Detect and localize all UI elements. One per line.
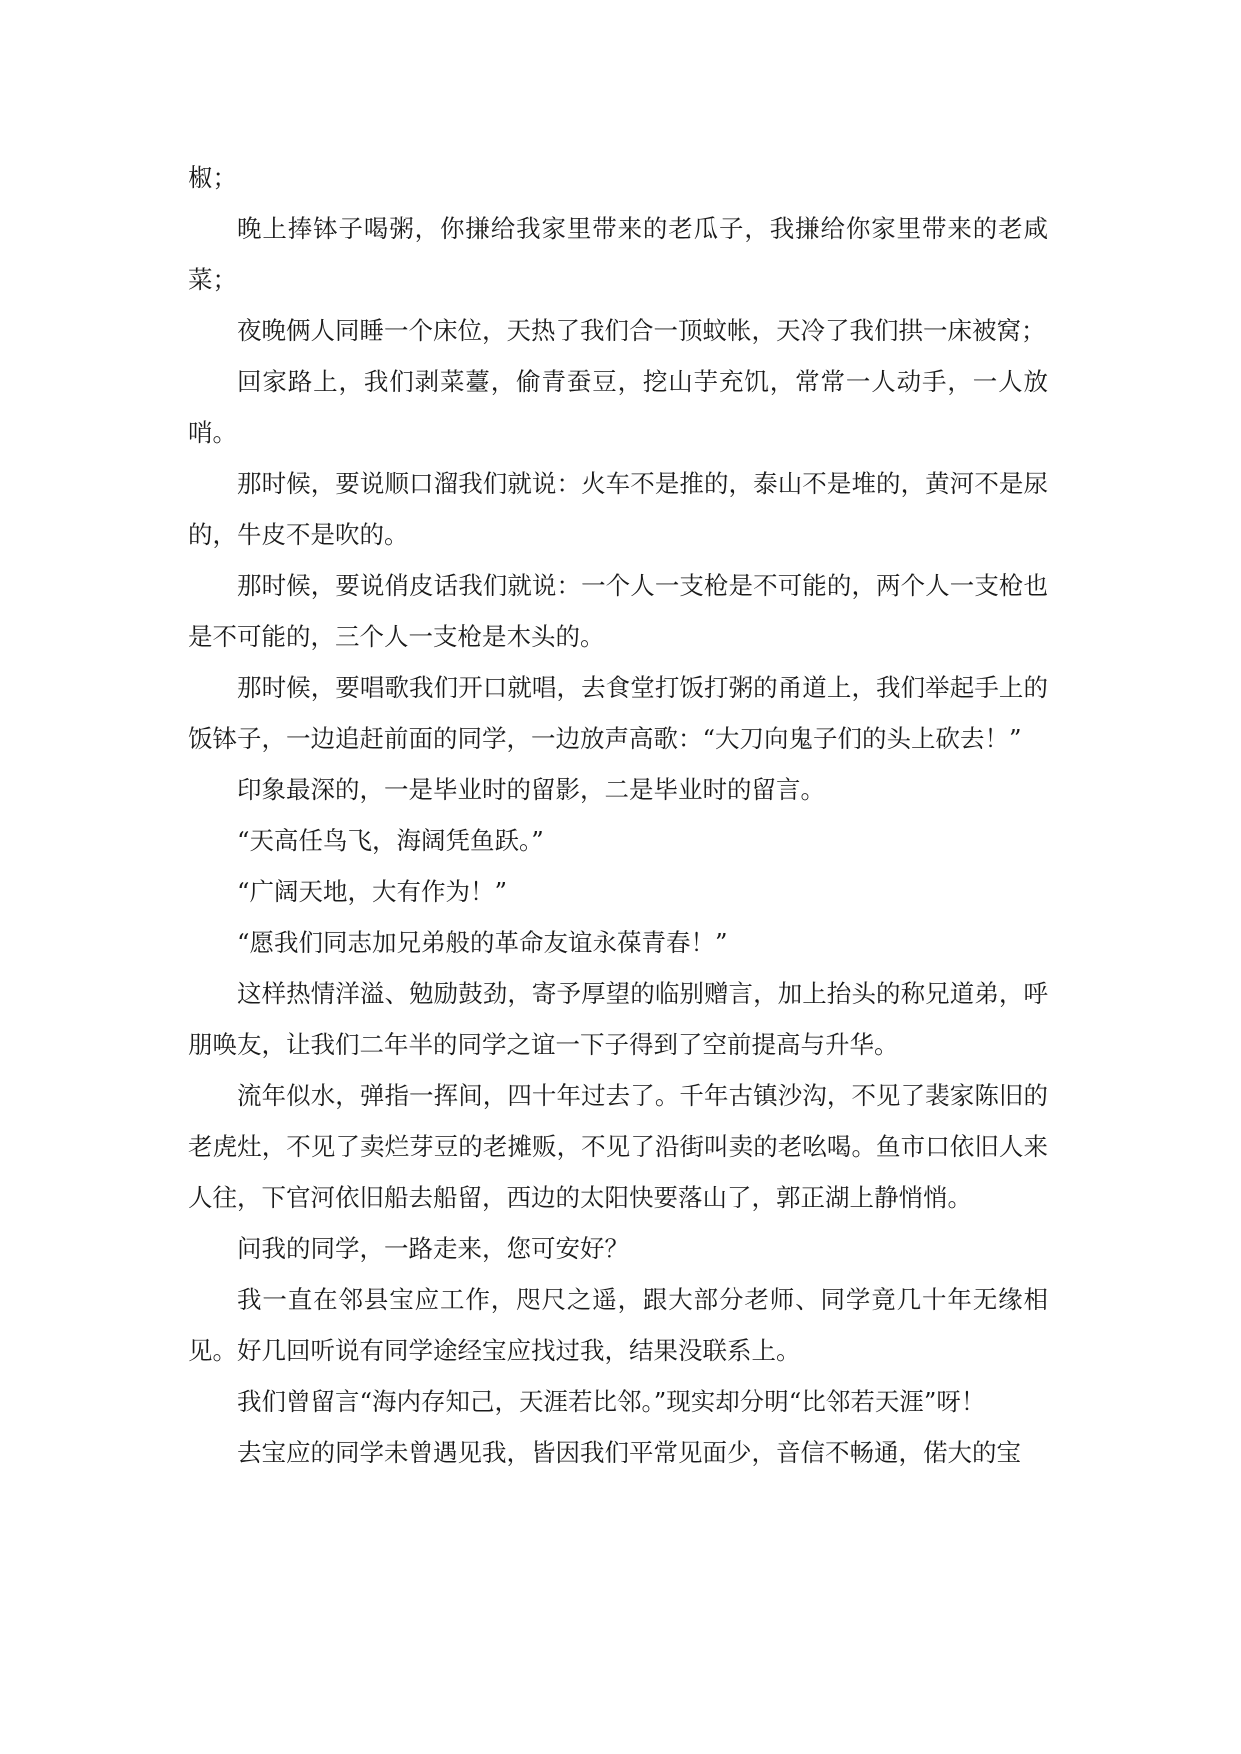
paragraph: 这样热情洋溢、勉励鼓劲，寄予厚望的临别赠言，加上抬头的称兄道弟，呼朋唤友，让我们二年半的同学之谊一下子得到了空前提高与升华。 — [188, 979, 1048, 1059]
paragraph: 晚上捧钵子喝粥，你搛给我家里带来的老瓜子，我搛给你家里带来的老咸菜； — [188, 214, 1048, 294]
document-body — [188, 152, 1048, 1478]
paragraph: 椒； — [188, 163, 237, 192]
paragraph: 我一直在邻县宝应工作，咫尺之遥，跟大部分老师、同学竟几十年无缘相见。好几回听说有同学途经宝应找过我，结果没联系上。 — [188, 1285, 1048, 1365]
paragraph: 那时候，要说俏皮话我们就说：一个人一支枪是不可能的，两个人一支枪也是不可能的，三个人一支枪是木头的。 — [188, 571, 1048, 651]
paragraph: 那时候，要说顺口溜我们就说：火车不是推的，泰山不是堆的，黄河不是尿的，牛皮不是吹的。 — [188, 469, 1048, 549]
paragraph: 我们曾留言“海内存知己，天涯若比邻。”现实却分明“比邻若天涯”呀！ — [237, 1387, 986, 1416]
paragraph: 夜晚俩人同睡一个床位，天热了我们合一顶蚊帐，天冷了我们拱一床被窝； — [237, 316, 1046, 345]
paragraph: 流年似水，弹指一挥间，四十年过去了。千年古镇沙沟，不见了裴家陈旧的老虎灶，不见了卖烂芽豆的老摊贩，不见了沿街叫卖的老吆喝。鱼市口依旧人来人往，下官河依旧船去船留，西边的太阳快要落山了，郭正湖上静悄悄。 — [188, 1081, 1048, 1212]
paragraph: 问我的同学，一路走来，您可安好？ — [237, 1234, 629, 1263]
paragraph: 回家路上，我们剥菜薹，偷青蚕豆，挖山芋充饥，常常一人动手，一人放哨。 — [188, 367, 1048, 447]
quote-paragraph: “愿我们同志加兄弟般的革命友谊永葆青春！” — [237, 928, 728, 957]
paragraph: 印象最深的，一是毕业时的留影，二是毕业时的留言。 — [237, 775, 825, 804]
quote-paragraph: “天高任鸟飞，海阔凭鱼跃。” — [237, 826, 544, 855]
paragraph: 去宝应的同学未曾遇见我，皆因我们平常见面少，音信不畅通，偌大的宝 — [237, 1438, 1021, 1467]
paragraph: 那时候，要唱歌我们开口就唱，去食堂打饭打粥的甬道上，我们举起手上的饭钵子，一边追赶前面的同学，一边放声高歌：“大刀向鬼子们的头上砍去！” — [188, 673, 1048, 753]
quote-paragraph: “广阔天地，大有作为！” — [237, 877, 508, 906]
